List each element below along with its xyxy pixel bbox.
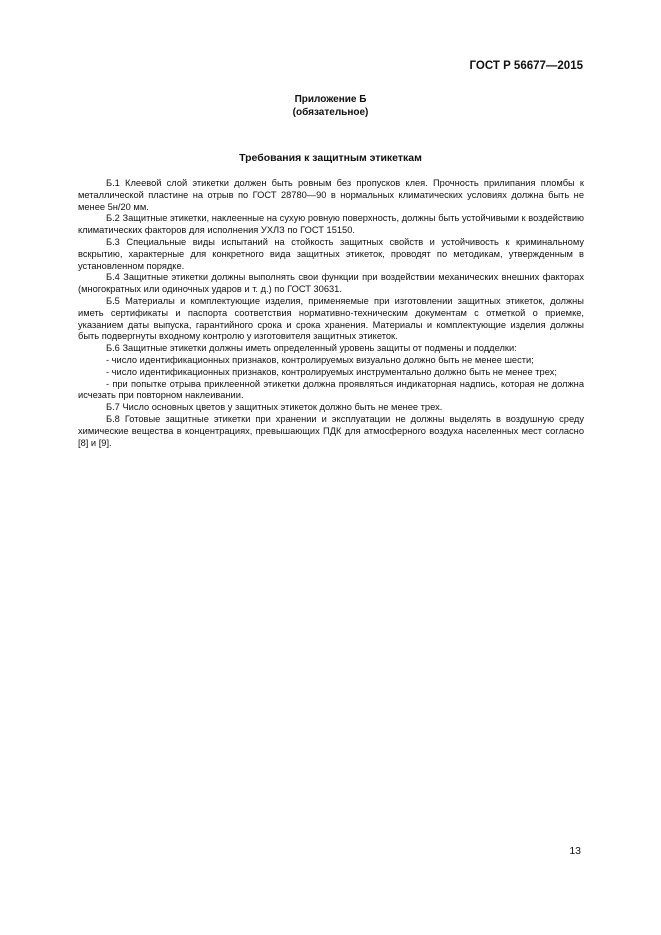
paragraph-b4: Б.4 Защитные этикетки должны выполнять свои функции при воздействии механических внешних факторах (многократных или одиночных ударов и т. д.) по ГОСТ 30631. — [78, 272, 584, 295]
paragraph-b1: Б.1 Клеевой слой этикетки должен быть ровным без пропусков клея. Прочность прилипания пломбы к металлической пластине на отрыв по ГОСТ 28780—90 в нормальных климатических условиях должна быть не менее 5н/20 мм. — [78, 178, 584, 212]
paragraph-b3: Б.3 Специальные виды испытаний на стойкость защитных свойств и устойчивость к криминальному вскрытию, характерные для конкретного вида защитных этикеток, проводят по методикам, утвержденным в установленном порядке. — [78, 236, 584, 271]
document-body — [78, 178, 584, 449]
document-code: ГОСТ Р 56677—2015 — [469, 60, 583, 72]
paragraph-b7: Б.7 Число основных цветов у защитных этикеток должно быть не менее трех. — [106, 402, 443, 413]
annex-title: Приложение Б — [294, 94, 367, 105]
annex-subtitle: (обязательное) — [292, 107, 369, 118]
paragraph-b2: Б.2 Защитные этикетки, наклеенные на сухую ровную поверхность, должны быть устойчивыми к воздействию климатических факторов для исполнения УХЛЗ по ГОСТ 15150. — [78, 213, 584, 236]
list-item: - число идентификационных признаков, контролируемых инструментально должно быть не менее трех; — [106, 366, 557, 377]
paragraph-b8: Б.8 Готовые защитные этикетки при хранении и эксплуатации не должны выделять в воздушную среду химические вещества в концентрациях, превышающих ПДК для атмосферного воздуха населенных мест согласно [8] и [9]. — [78, 413, 584, 448]
section-title: Требования к защитным этикеткам — [239, 152, 422, 164]
list-item: - при попытке отрыва приклеенной этикетки должна проявляться индикаторная надпись, которая не должна исчезать при повторном наклеивании. — [78, 378, 584, 401]
paragraph-b6: Б.6 Защитные этикетки должны иметь определенный уровень защиты от подмены и подделки: — [106, 343, 517, 354]
annex-heading — [0, 93, 661, 119]
list-item: - число идентификационных признаков, контролируемых визуально должно быть не менее шести; — [106, 354, 534, 365]
page-number: 13 — [569, 845, 581, 857]
paragraph-b5: Б.5 Материалы и комплектующие изделия, применяемые при изготовлении защитных этикеток, должны иметь сертификаты и паспорта соответствия нормативно-техническим документам с отметкой о приемке, указанием даты выпуска, гарантийного срока и срока хранения. Материалы и комплектующие изделия должны быть подвергнуты входному контролю у изготовителя защитных этикеток. — [78, 295, 584, 342]
